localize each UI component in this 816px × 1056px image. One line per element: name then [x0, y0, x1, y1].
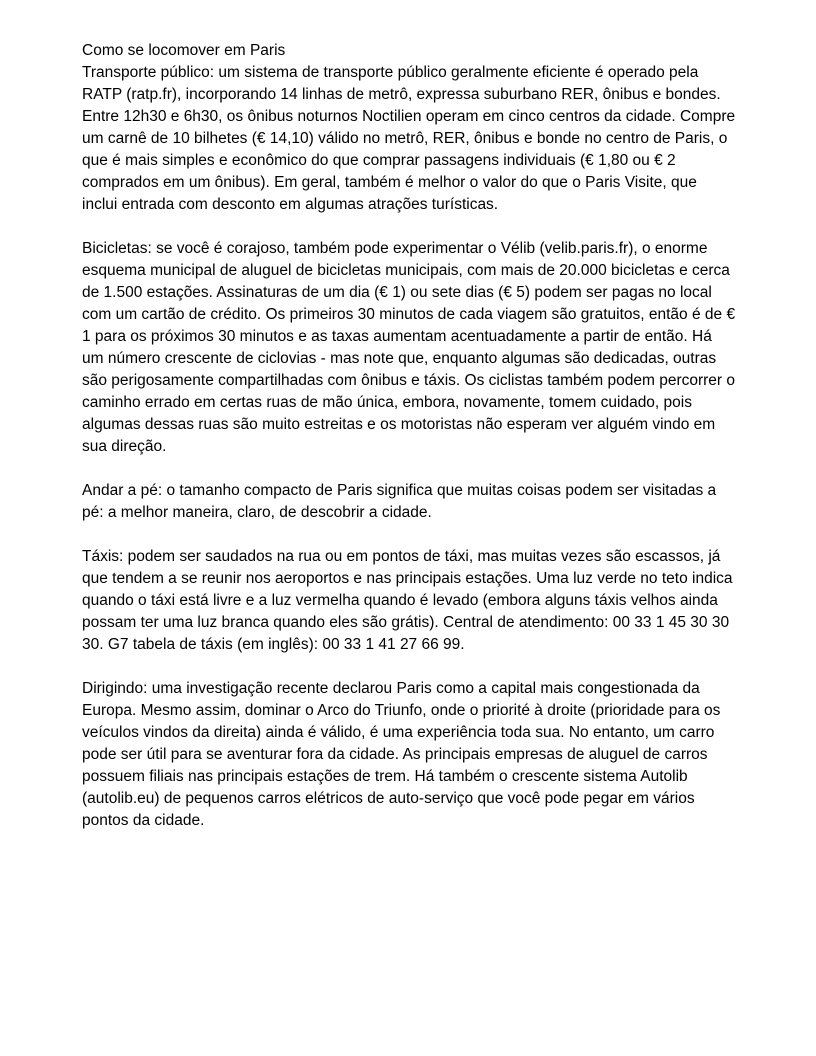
paragraph-spacer	[82, 216, 736, 238]
paragraph-transporte-publico: Transporte público: um sistema de transporte público geralmente eficiente é operado pela RATP (ratp.fr), incorporando 14 linhas de metrô, expressa suburbano RER, ônibus e bondes. Entre 12h30 e 6h30, os ônibus noturnos Noctilien operam em cinco centros da cidade. Compre um carnê de 10 bilhetes (€ 14,10) válido no metrô, RER, ônibus e bonde no centro de Paris, o que é mais simples e econômico do que comprar passagens individuais (€ 1,80 ou € 2 comprados em um ônibus). Em geral, também é melhor o valor do que o Paris Visite, que inclui entrada com desconto em algumas atrações turísticas.	[82, 64, 736, 213]
page-title: Como se locomover em Paris	[82, 42, 286, 59]
paragraph-andar-a-pe: Andar a pé: o tamanho compacto de Paris significa que muitas coisas podem ser visitadas a pé: a melhor maneira, claro, de descobrir a cidade.	[82, 482, 717, 521]
paragraph-spacer	[82, 524, 736, 546]
paragraph-bicicletas: Bicicletas: se você é corajoso, também pode experimentar o Vélib (velib.paris.fr), o enorme esquema municipal de aluguel de bicicletas municipais, com mais de 20.000 bicicletas e cerca de 1.500 estações. Assinaturas de um dia (€ 1) ou sete dias (€ 5) podem ser pagas no local com um cartão de crédito. Os primeiros 30 minutos de cada viagem são gratuitos, então é de € 1 para os próximos 30 minutos e as taxas aumentam acentuadamente a partir de então. Há um número crescente de ciclovias - mas note que, enquanto algumas são dedicadas, outras são perigosamente compartilhadas com ônibus e táxis. Os ciclistas também podem percorrer o caminho errado em certas ruas de mão única, embora, novamente, tomem cuidado, pois algumas dessas ruas são muito estreitas e os motoristas não esperam ver alguém vindo em sua direção.	[82, 240, 736, 455]
paragraph-dirigindo: Dirigindo: uma investigação recente declarou Paris como a capital mais congestionada da Europa. Mesmo assim, dominar o Arco do Triunfo, onde o priorité à droite (prioridade para os veículos vindos da direita) ainda é válido, é uma experiência toda sua. No entanto, um carro pode ser útil para se aventurar fora da cidade. As principais empresas de aluguel de carros possuem filiais nas principais estações de trem. Há também o crescente sistema Autolib (autolib.eu) de pequenos carros elétricos de auto-serviço que você pode pegar em vários pontos da cidade.	[82, 680, 721, 829]
paragraph-taxis: Táxis: podem ser saudados na rua ou em pontos de táxi, mas muitas vezes são escassos, já que tendem a se reunir nos aeroportos e nas principais estações. Uma luz verde no teto indica quando o táxi está livre e a luz vermelha quando é levado (embora alguns táxis velhos ainda possam ter uma luz branca quando eles são grátis). Central de atendimento: 00 33 1 45 30 30 30. G7 tabela de táxis (em inglês): 00 33 1 41 27 66 99.	[82, 548, 733, 653]
paragraph-spacer	[82, 656, 736, 678]
paragraph-spacer	[82, 458, 736, 480]
